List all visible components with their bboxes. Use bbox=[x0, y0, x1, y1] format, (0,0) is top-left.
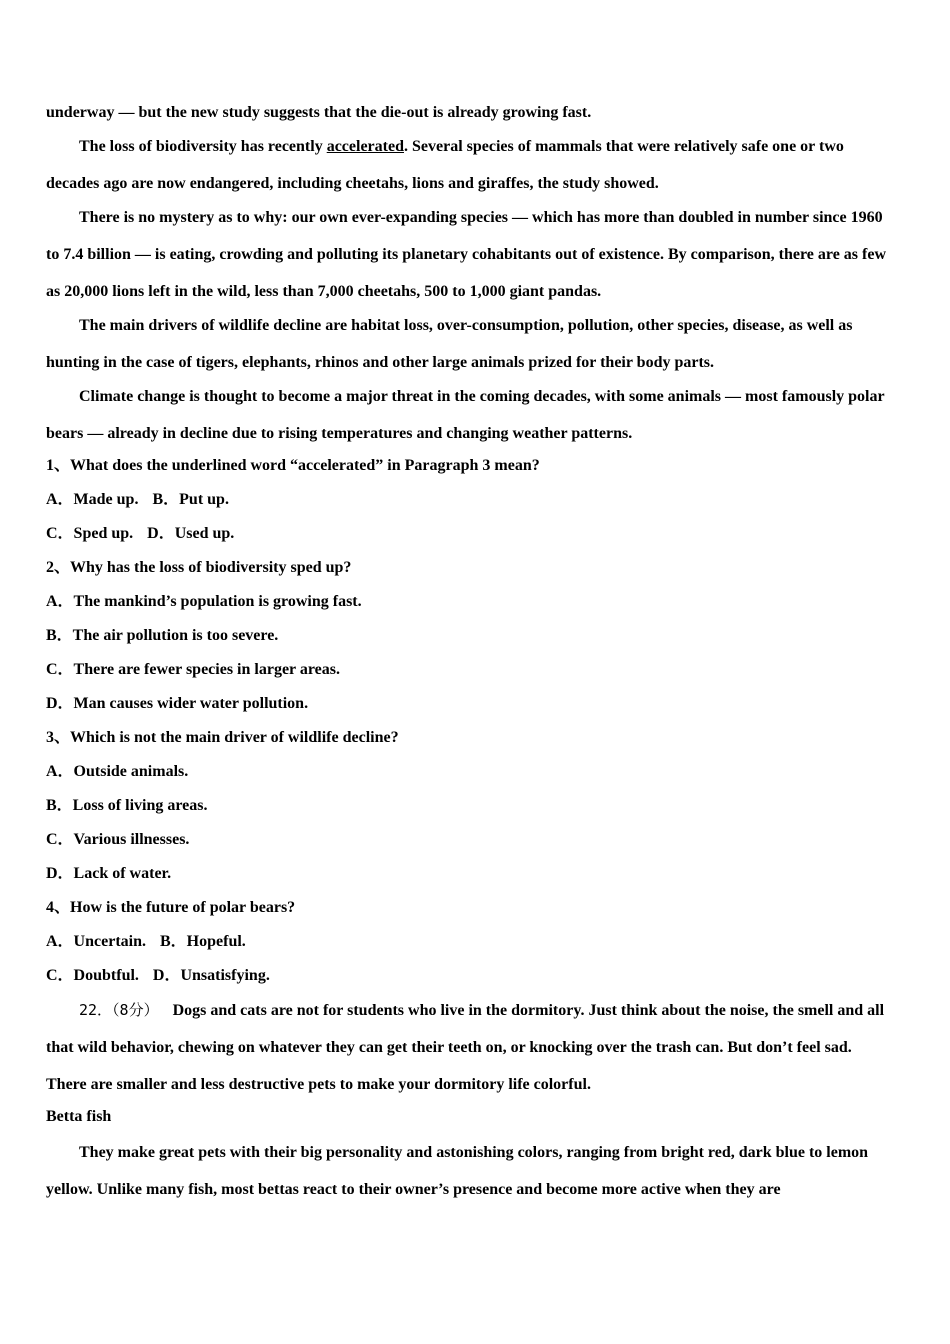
question-1-stem: 1、What does the underlined word “accelerated” in Paragraph 3 mean? bbox=[46, 457, 540, 474]
question-2-option-b: B．The air pollution is too severe. bbox=[46, 627, 279, 644]
section-22-intro-text: Dogs and cats are not for students who live in the dormitory. Just think about the noise, the smell and all that wild behavior, chewing on whatever they can get their teeth on, or knocking over the trash can. But don’t feel sad. There are smaller and less destructive pets to make your dormitory life colorful. bbox=[46, 1002, 885, 1093]
passage-paragraph-4: Climate change is thought to become a major threat in the coming decades, with some animals — most famously polar bears — already in decline due to rising temperatures and changing weather patterns. bbox=[46, 388, 885, 442]
question-2-option-d: D．Man causes wider water pollution. bbox=[46, 695, 309, 712]
question-1-option-a: A．Made up. bbox=[46, 491, 139, 508]
question-4-option-b: B．Hopeful. bbox=[160, 933, 246, 950]
question-4-option-a: A．Uncertain. bbox=[46, 933, 146, 950]
question-1-options-cd bbox=[46, 517, 894, 551]
question-4-stem: 4、How is the future of polar bears? bbox=[46, 899, 296, 916]
question-1-option-d: D．Used up. bbox=[147, 525, 235, 542]
section-22-intro bbox=[46, 992, 894, 1103]
document-page bbox=[46, 94, 894, 1205]
underlined-word-accelerated: accelerated bbox=[326, 138, 404, 155]
question-1-options-ab bbox=[46, 483, 894, 517]
question-3-option-c: C．Various illnesses. bbox=[46, 831, 190, 848]
question-2-option-a: A．The mankind’s population is growing fast. bbox=[46, 593, 362, 610]
question-4-option-d: D．Unsatisfying. bbox=[152, 967, 270, 984]
question-4-options-ab bbox=[46, 925, 894, 959]
paragraph-1-rest: . Several species of mammals that were relatively safe one or two decades ago are now endangered, including cheetahs, lions and giraffes, the study showed. bbox=[46, 138, 844, 192]
section-22-number: 22．（8分） bbox=[79, 1001, 159, 1019]
question-1-option-b: B．Put up. bbox=[152, 491, 229, 508]
question-3-option-b: B．Loss of living areas. bbox=[46, 797, 208, 814]
question-2-stem: 2、Why has the loss of biodiversity sped up? bbox=[46, 559, 352, 576]
passage-paragraph-2: There is no mystery as to why: our own ever-expanding species — which has more than doubled in number since 1960 to 7.4 billion — is eating, crowding and polluting its planetary cohabitants out of existence. By comparison, there are as few as 20,000 lions left in the wild, less than 7,000 cheetahs, 500 to 1,000 giant pandas. bbox=[46, 209, 887, 300]
passage-paragraph-3: The main drivers of wildlife decline are habitat loss, over-consumption, pollution, other species, disease, as well as hunting in the case of tigers, elephants, rhinos and other large animals prized for their body parts. bbox=[46, 317, 853, 371]
question-4-option-c: C．Doubtful. bbox=[46, 967, 139, 984]
section-22-heading: Betta fish bbox=[46, 1108, 112, 1125]
passage-paragraph-0: underway — but the new study suggests that the die-out is already growing fast. bbox=[46, 104, 592, 121]
question-2-option-c: C．There are fewer species in larger areas. bbox=[46, 661, 341, 678]
question-3-stem: 3、Which is not the main driver of wildlife decline? bbox=[46, 729, 399, 746]
paragraph-1-start: The loss of biodiversity has recently bbox=[79, 138, 327, 155]
passage-paragraph-1 bbox=[46, 128, 894, 202]
question-4-options-cd bbox=[46, 959, 894, 993]
question-3-option-d: D．Lack of water. bbox=[46, 865, 172, 882]
question-3-option-a: A．Outside animals. bbox=[46, 763, 189, 780]
question-1-option-c: C．Sped up. bbox=[46, 525, 134, 542]
section-22-body: They make great pets with their big personality and astonishing colors, ranging from bright red, dark blue to lemon yellow. Unlike many fish, most bettas react to their owner’s presence and become more active when they are bbox=[46, 1144, 869, 1198]
